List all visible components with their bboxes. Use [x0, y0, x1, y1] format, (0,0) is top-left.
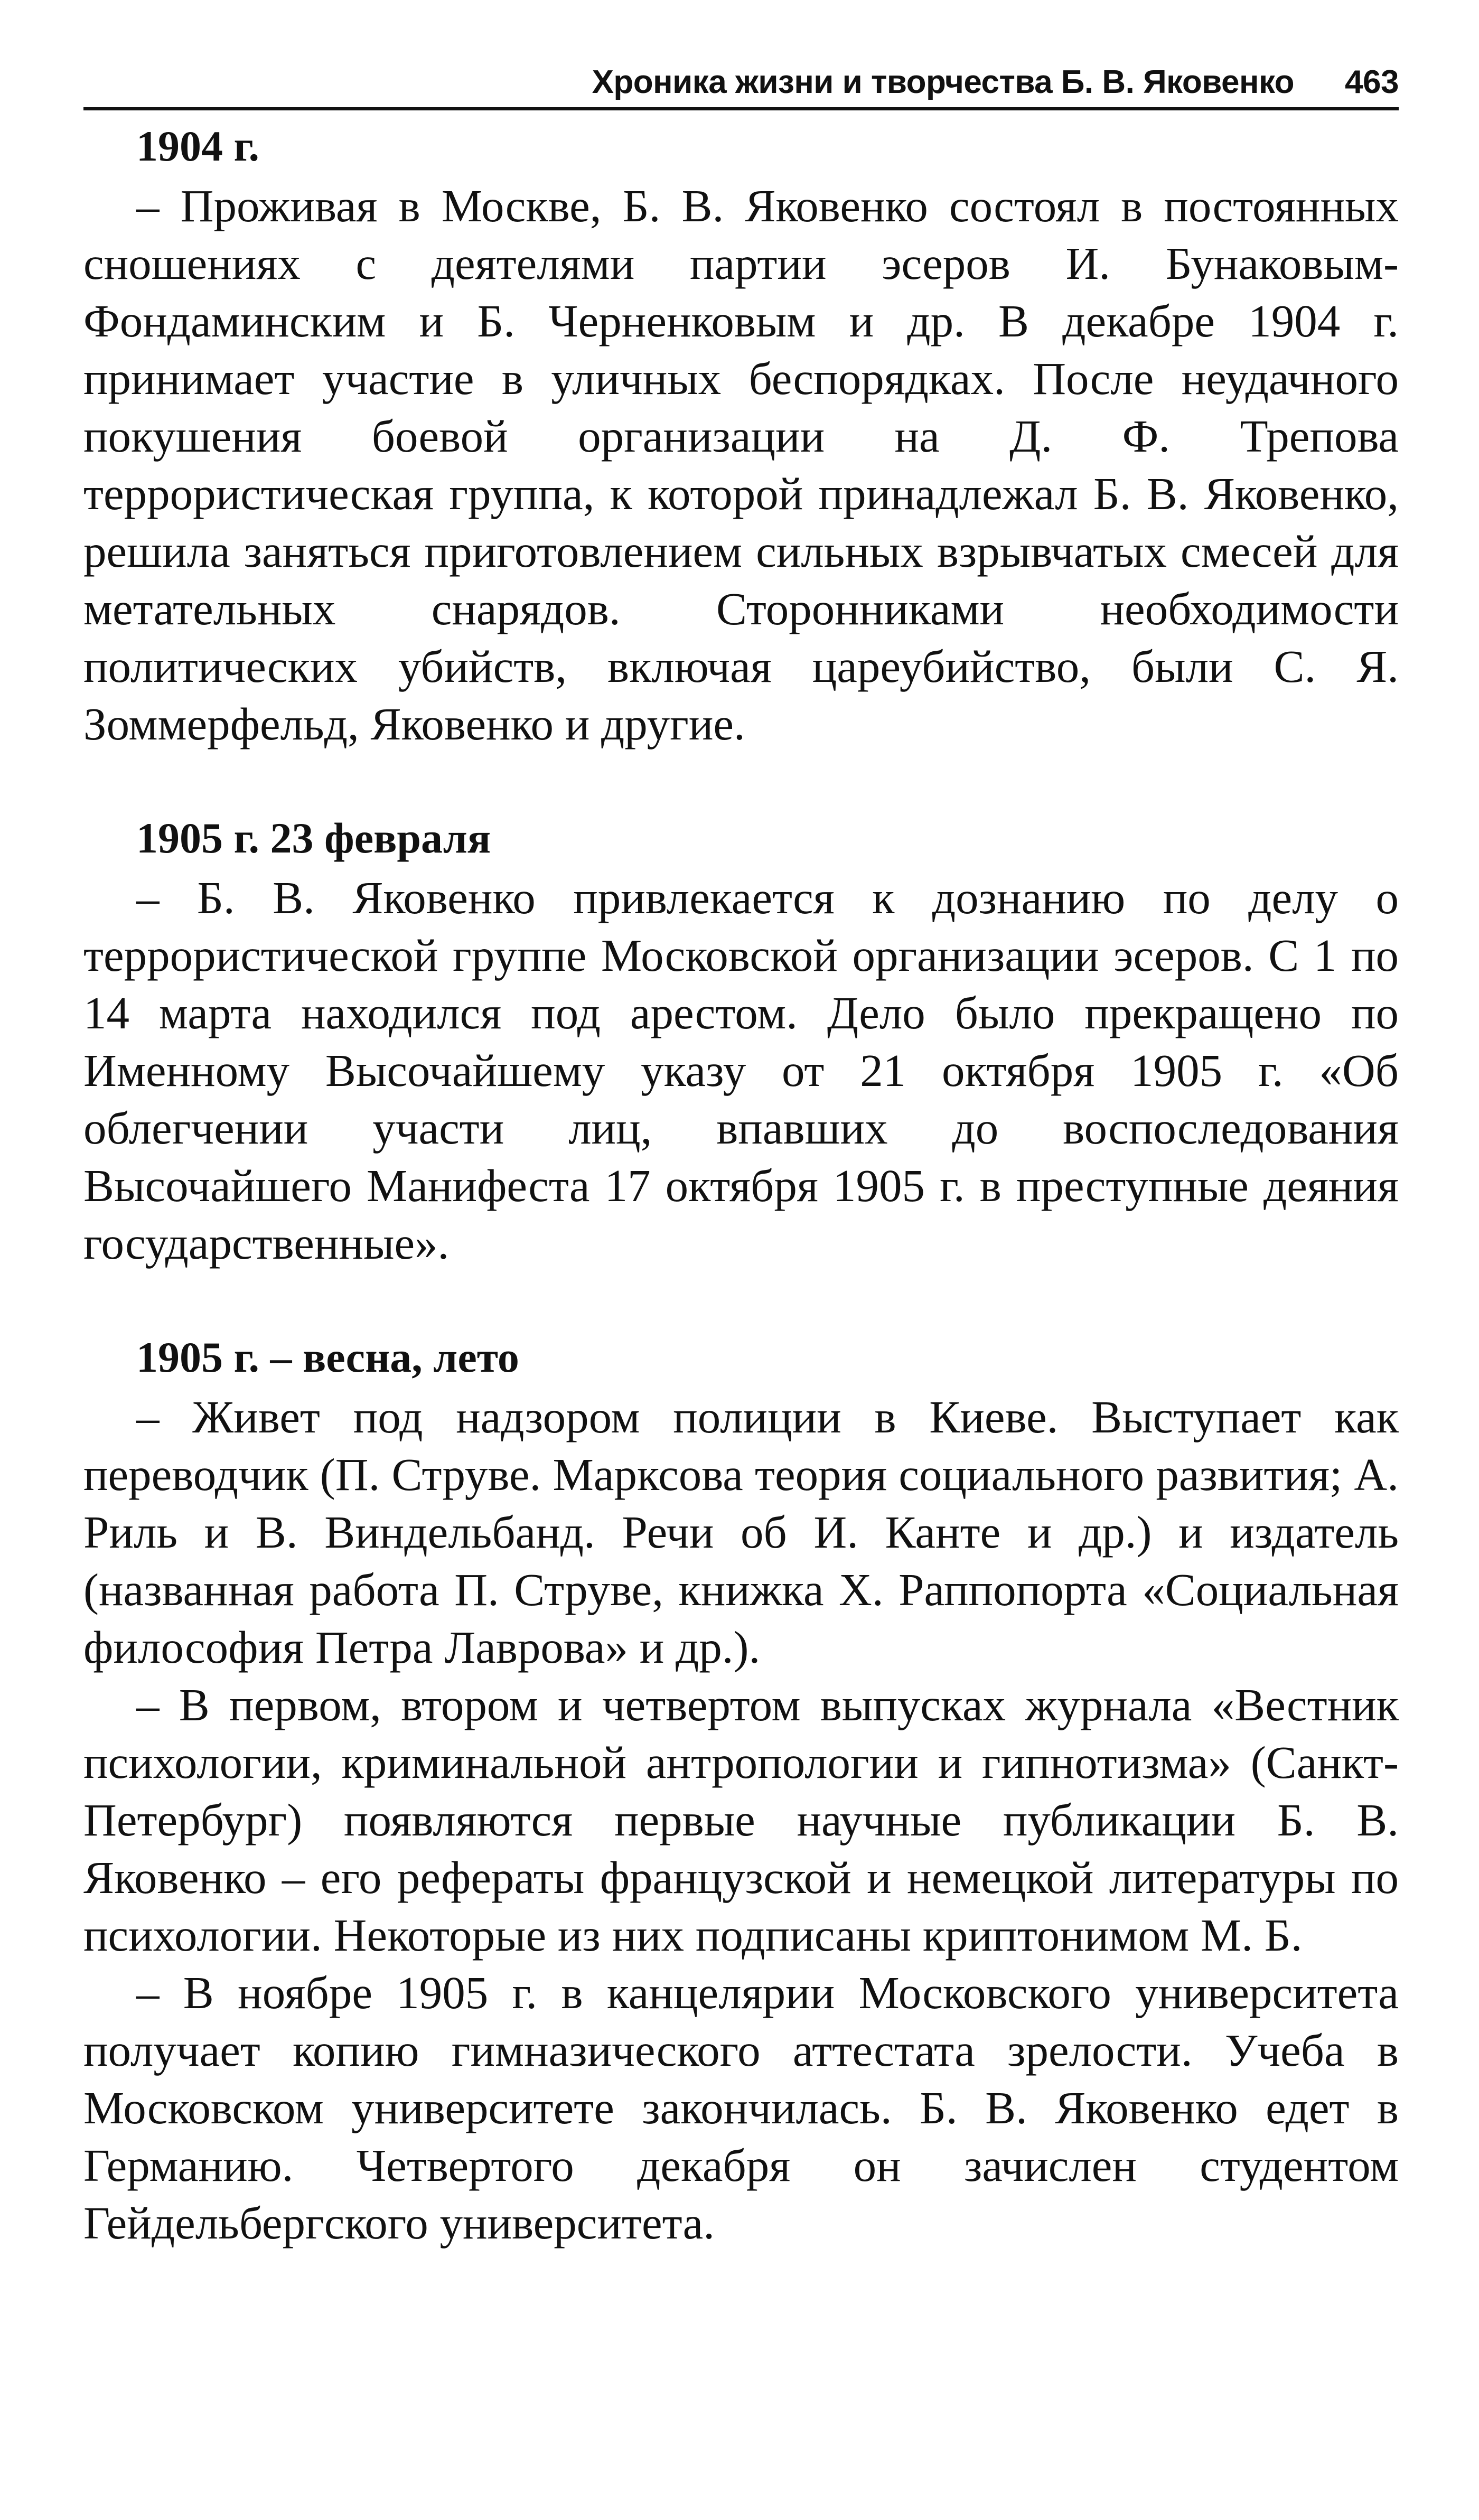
entry-date: 1905 г. 23 февраля	[136, 814, 491, 862]
entry-paragraph: – В ноябре 1905 г. в канцелярии Московского университета получает копию гимназического аттестата зрелости. Учеба в Московском университете закончилась. Б. В. Яковенко едет в Германию. Четвертого декабря он зачислен студентом Гейдельбергского университета.	[83, 1967, 1399, 2249]
entry-date: 1905 г. – весна, лето	[136, 1333, 519, 1381]
entry-paragraph: – Живет под надзором полиции в Киеве. Выступает как переводчик (П. Струве. Марксова теория социального развития; А. Риль и В. Виндельбанд. Речи об И. Канте и др.) и издатель (названная работа П. Струве, книжка Х. Раппопорта «Социальная философия Петра Лаврова» и др.).	[83, 1391, 1399, 1673]
chronicle-entry-1905-february	[83, 812, 1399, 1272]
entry-paragraph: – Б. В. Яковенко привлекается к дознанию по делу о террористической группе Московской организации эсеров. С 1 по 14 марта находился под арестом. Дело было прекращено по Именному Высочайшему указу от 21 октября 1905 г. «Об облегчении участи лиц, впавших до воспоследования Высочайшего Манифеста 17 октября 1905 г. в преступные деяния государственные».	[83, 872, 1399, 1269]
running-head	[83, 63, 1399, 110]
entry-paragraph: – В первом, втором и четвертом выпусках журнала «Вестник психологии, криминальной антропологии и гипнотизма» (Санкт-Петербург) появляются первые научные публикации Б. В. Яковенко – его рефераты французской и немецкой литературы по психологии. Некоторые из них подписаны криптонимом М. Б.	[83, 1679, 1399, 1961]
chronicle-entry-1904	[83, 120, 1399, 753]
page-number: 463	[1345, 64, 1399, 100]
running-title: Хроника жизни и творчества Б. В. Яковенко	[592, 64, 1295, 100]
entry-date: 1904 г.	[136, 122, 259, 170]
book-page	[83, 63, 1399, 2252]
chronicle-entry-1905-spring-summer	[83, 1331, 1399, 2252]
entry-paragraph: – Проживая в Москве, Б. В. Яковенко состоял в постоянных сношениях с деятелями партии эсеров И. Бунаковым-Фондаминским и Б. Черненковым и др. В декабре 1904 г. принимает участие в уличных беспорядках. После неудачного покушения боевой организации на Д. Ф. Трепова террористическая группа, к которой принадлежал Б. В. Яковенко, решила заняться приготовлением сильных взрывчатых смесей для метательных снарядов. Сторонниками необходимости политических убийств, включая цареубийство, были С. Я. Зоммерфельд, Яковенко и другие.	[83, 180, 1399, 750]
